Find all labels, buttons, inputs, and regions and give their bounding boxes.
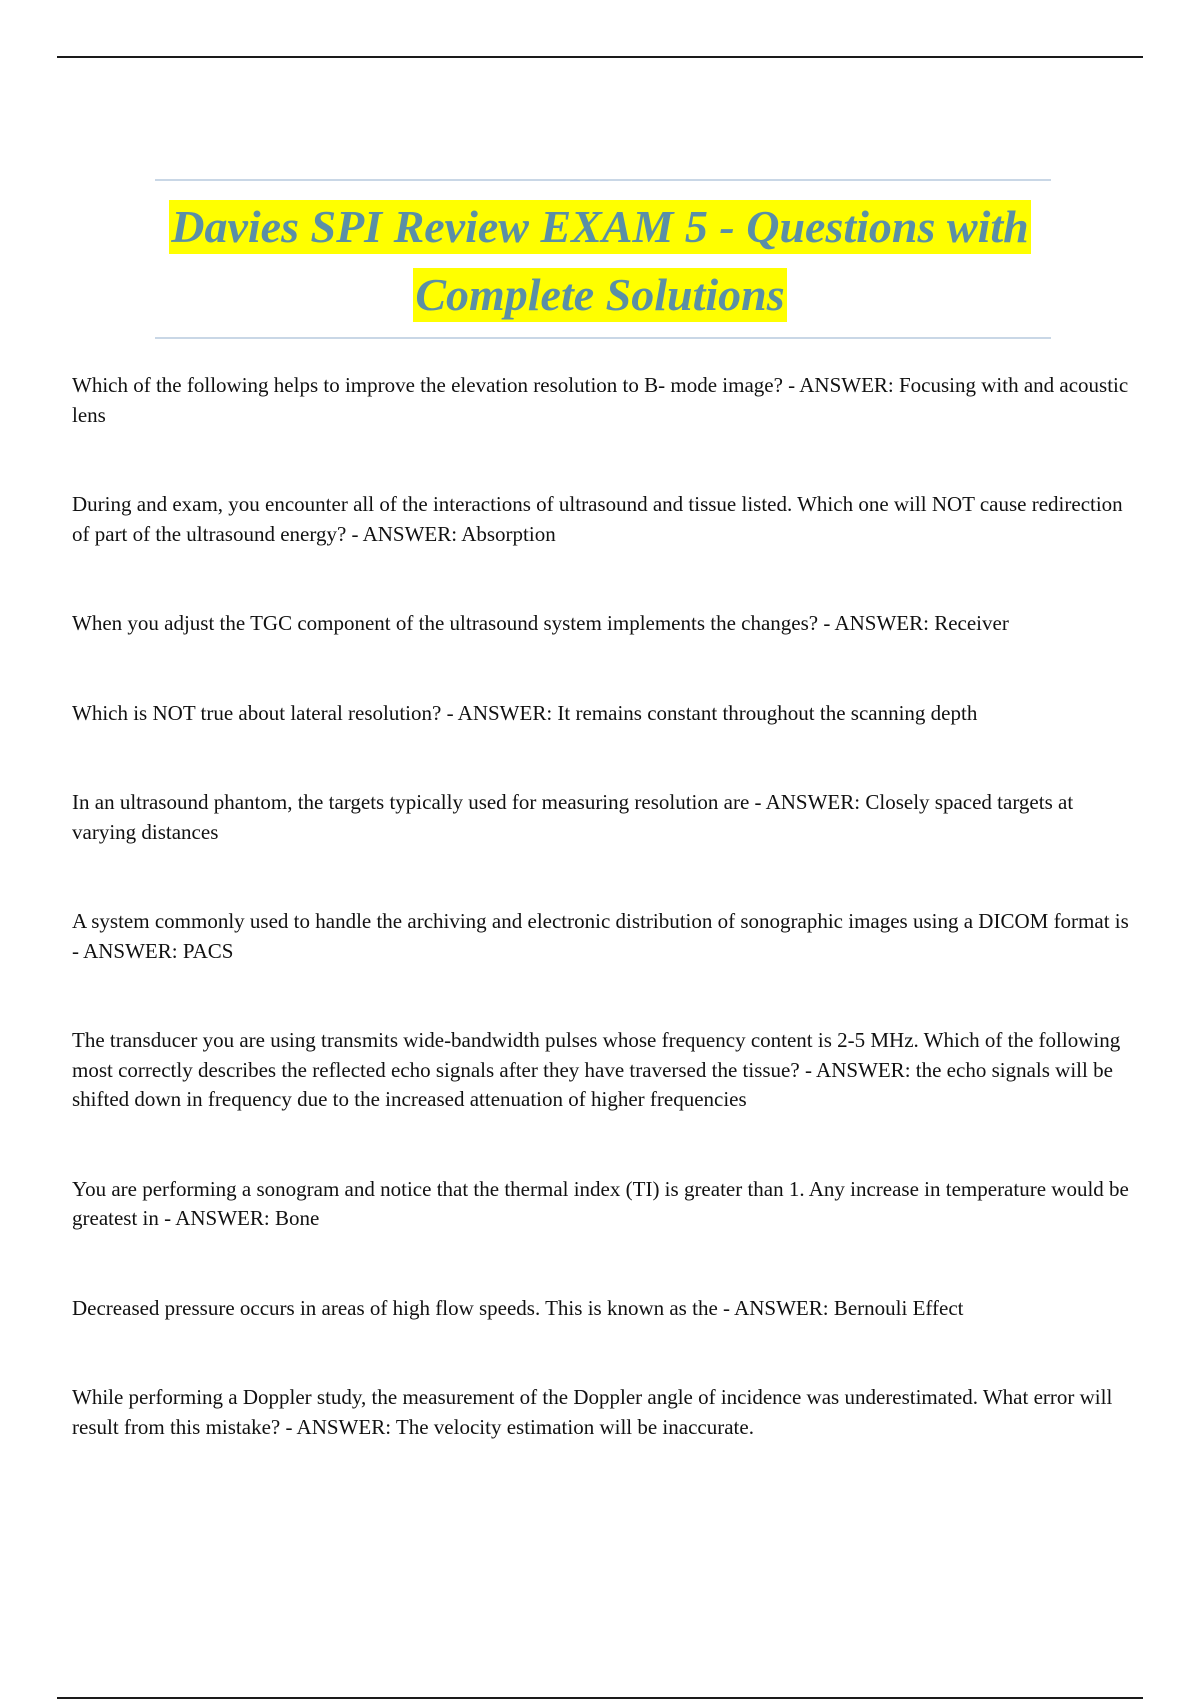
qa-item: A system commonly used to handle the archiving and electronic distribution of sonographic images using a DICOM format is - ANSWER: PACS (72, 909, 1129, 963)
page-top-rule (57, 56, 1143, 58)
qa-item: The transducer you are using transmits wide-bandwidth pulses whose frequency content is 2-5 MHz. Which of the following most correctly describes the reflected echo signals after they have traversed the tissue? - ANSWER: the echo signals will be shifted down in frequency due to the increased attenuation of higher frequencies (72, 1028, 1121, 1111)
page-bottom-rule (57, 1697, 1143, 1699)
qa-item: You are performing a sonogram and notice that the thermal index (TI) is greater than 1. Any increase in temperature would be greatest in - ANSWER: Bone (72, 1176, 1129, 1230)
qa-item: In an ultrasound phantom, the targets typically used for measuring resolution are - ANSWER: Closely spaced targets at varying distances (72, 790, 1074, 844)
title-line-1: Davies SPI Review EXAM 5 - Questions with (171, 201, 1029, 252)
title-bottom-divider (155, 337, 1051, 339)
qa-item: Which of the following helps to improve the elevation resolution to B- mode image? - ANSWER: Focusing with and acoustic lens (72, 373, 1129, 427)
qa-item: Which is NOT true about lateral resolution? - ANSWER: It remains constant throughout the scanning depth (72, 700, 978, 725)
qa-item: While performing a Doppler study, the measurement of the Doppler angle of incidence was underestimated. What error will result from this mistake? - ANSWER: The velocity estimation will be inaccurate. (72, 1385, 1113, 1439)
document-title (100, 200, 1100, 336)
qa-item: When you adjust the TGC component of the ultrasound system implements the changes? - ANSWER: Receiver (72, 611, 1009, 635)
qa-item: During and exam, you encounter all of the interactions of ultrasound and tissue listed. Which one will NOT cause redirection of part of the ultrasound energy? - ANSWER: Absorption (72, 492, 1123, 546)
title-top-divider (155, 179, 1051, 181)
title-line-2: Complete Solutions (415, 269, 785, 320)
qa-item: Decreased pressure occurs in areas of high flow speeds. This is known as the - ANSWER: Bernouli Effect (72, 1295, 964, 1320)
question-answer-list (72, 371, 1132, 1442)
